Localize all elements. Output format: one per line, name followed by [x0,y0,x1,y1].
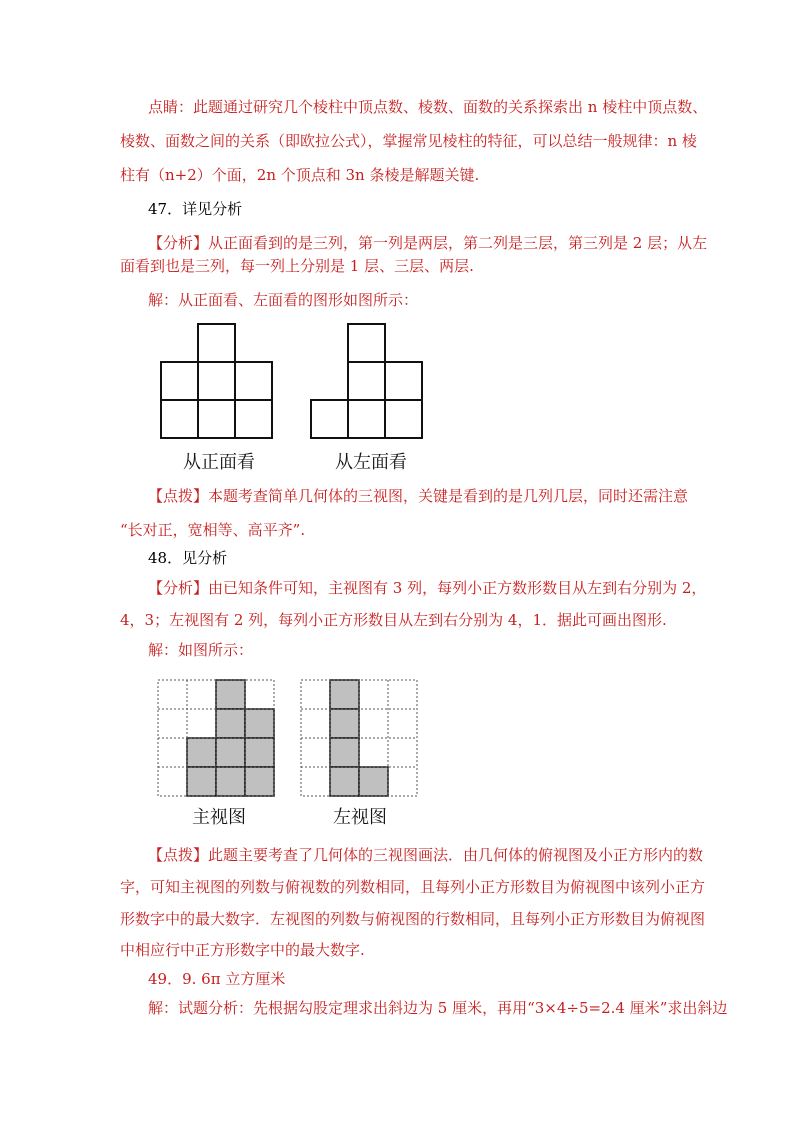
analysis-line: 面看到也是三列，每一列上分别是 1 层、三层、两层. [120,257,474,275]
solution-line: 解：试题分析：先根据勾股定理求出斜边为 5 厘米，再用“3×4÷5=2.4 厘米”求出斜边 [148,999,728,1017]
comment-line: “长对正，宽相等、高平齐”. [120,521,306,539]
analysis-line: 4，3；左视图有 2 列，每列小正方形数目从左到右分别为 4，1．据此可画出图形. [120,611,667,629]
text-line: 柱有（n+2）个面，2n 个顶点和 3n 条棱是解题关键. [120,166,480,184]
comment-text: 此题主要考查了几何体的三视图画法．由几何体的俯视图及小正方形内的数 [208,846,704,864]
analysis-tag: 【分析】 [148,579,209,597]
analysis-text: 从正面看到的是三列，第一列是两层，第二列是三层，第三列是 2 层；从左 [208,234,708,252]
comment-text: 本题考查简单几何体的三视图，关键是看到的是几列几层，同时还需注意 [208,487,689,505]
comment-line: 中相应行中正方形数字中的最大数字. [120,941,365,959]
left-view-figure [305,322,430,440]
figure-caption: 从正面看 [183,452,255,473]
analysis-text: 由已知条件可知，主视图有 3 列，每列小正方数形数目从左到右分别为 2， [208,579,707,597]
question-heading: 49．9. 6π 立方厘米 [148,970,286,988]
comment-tag: 【点拨】 [148,487,209,505]
comment-line [148,486,688,506]
main-view-figure [155,677,280,799]
analysis-line [148,233,707,253]
solution-line: 解：从正面看、左面看的图形如图所示： [148,291,419,309]
figure-caption: 主视图 [192,807,246,828]
solution-line: 解：如图所示： [148,641,254,659]
text-line: 点睛：此题通过研究几个棱柱中顶点数、棱数、面数的关系探索出 n 棱柱中顶点数、 [148,98,708,116]
analysis-line [148,578,706,598]
figure-caption: 左视图 [333,807,387,828]
comment-line [148,845,703,865]
analysis-tag: 【分析】 [148,234,209,252]
question-heading: 48．见分析 [148,549,228,567]
left-view-grid-figure [298,677,423,799]
comment-tag: 【点拨】 [148,846,209,864]
front-view-figure [155,322,280,440]
comment-line: 字，可知主视图的列数与俯视数的列数相同，且每列小正方形数目为俯视图中该列小正方 [120,878,706,896]
figure-caption: 从左面看 [335,452,407,473]
text-line: 棱数、面数之间的关系（即欧拉公式），掌握常见棱柱的特征，可以总结一般规律：n 棱 [120,132,697,150]
question-heading: 47．详见分析 [148,200,243,218]
comment-line: 形数字中的最大数字．左视图的列数与俯视图的行数相同，且每列小正方形数目为俯视图 [120,910,706,928]
